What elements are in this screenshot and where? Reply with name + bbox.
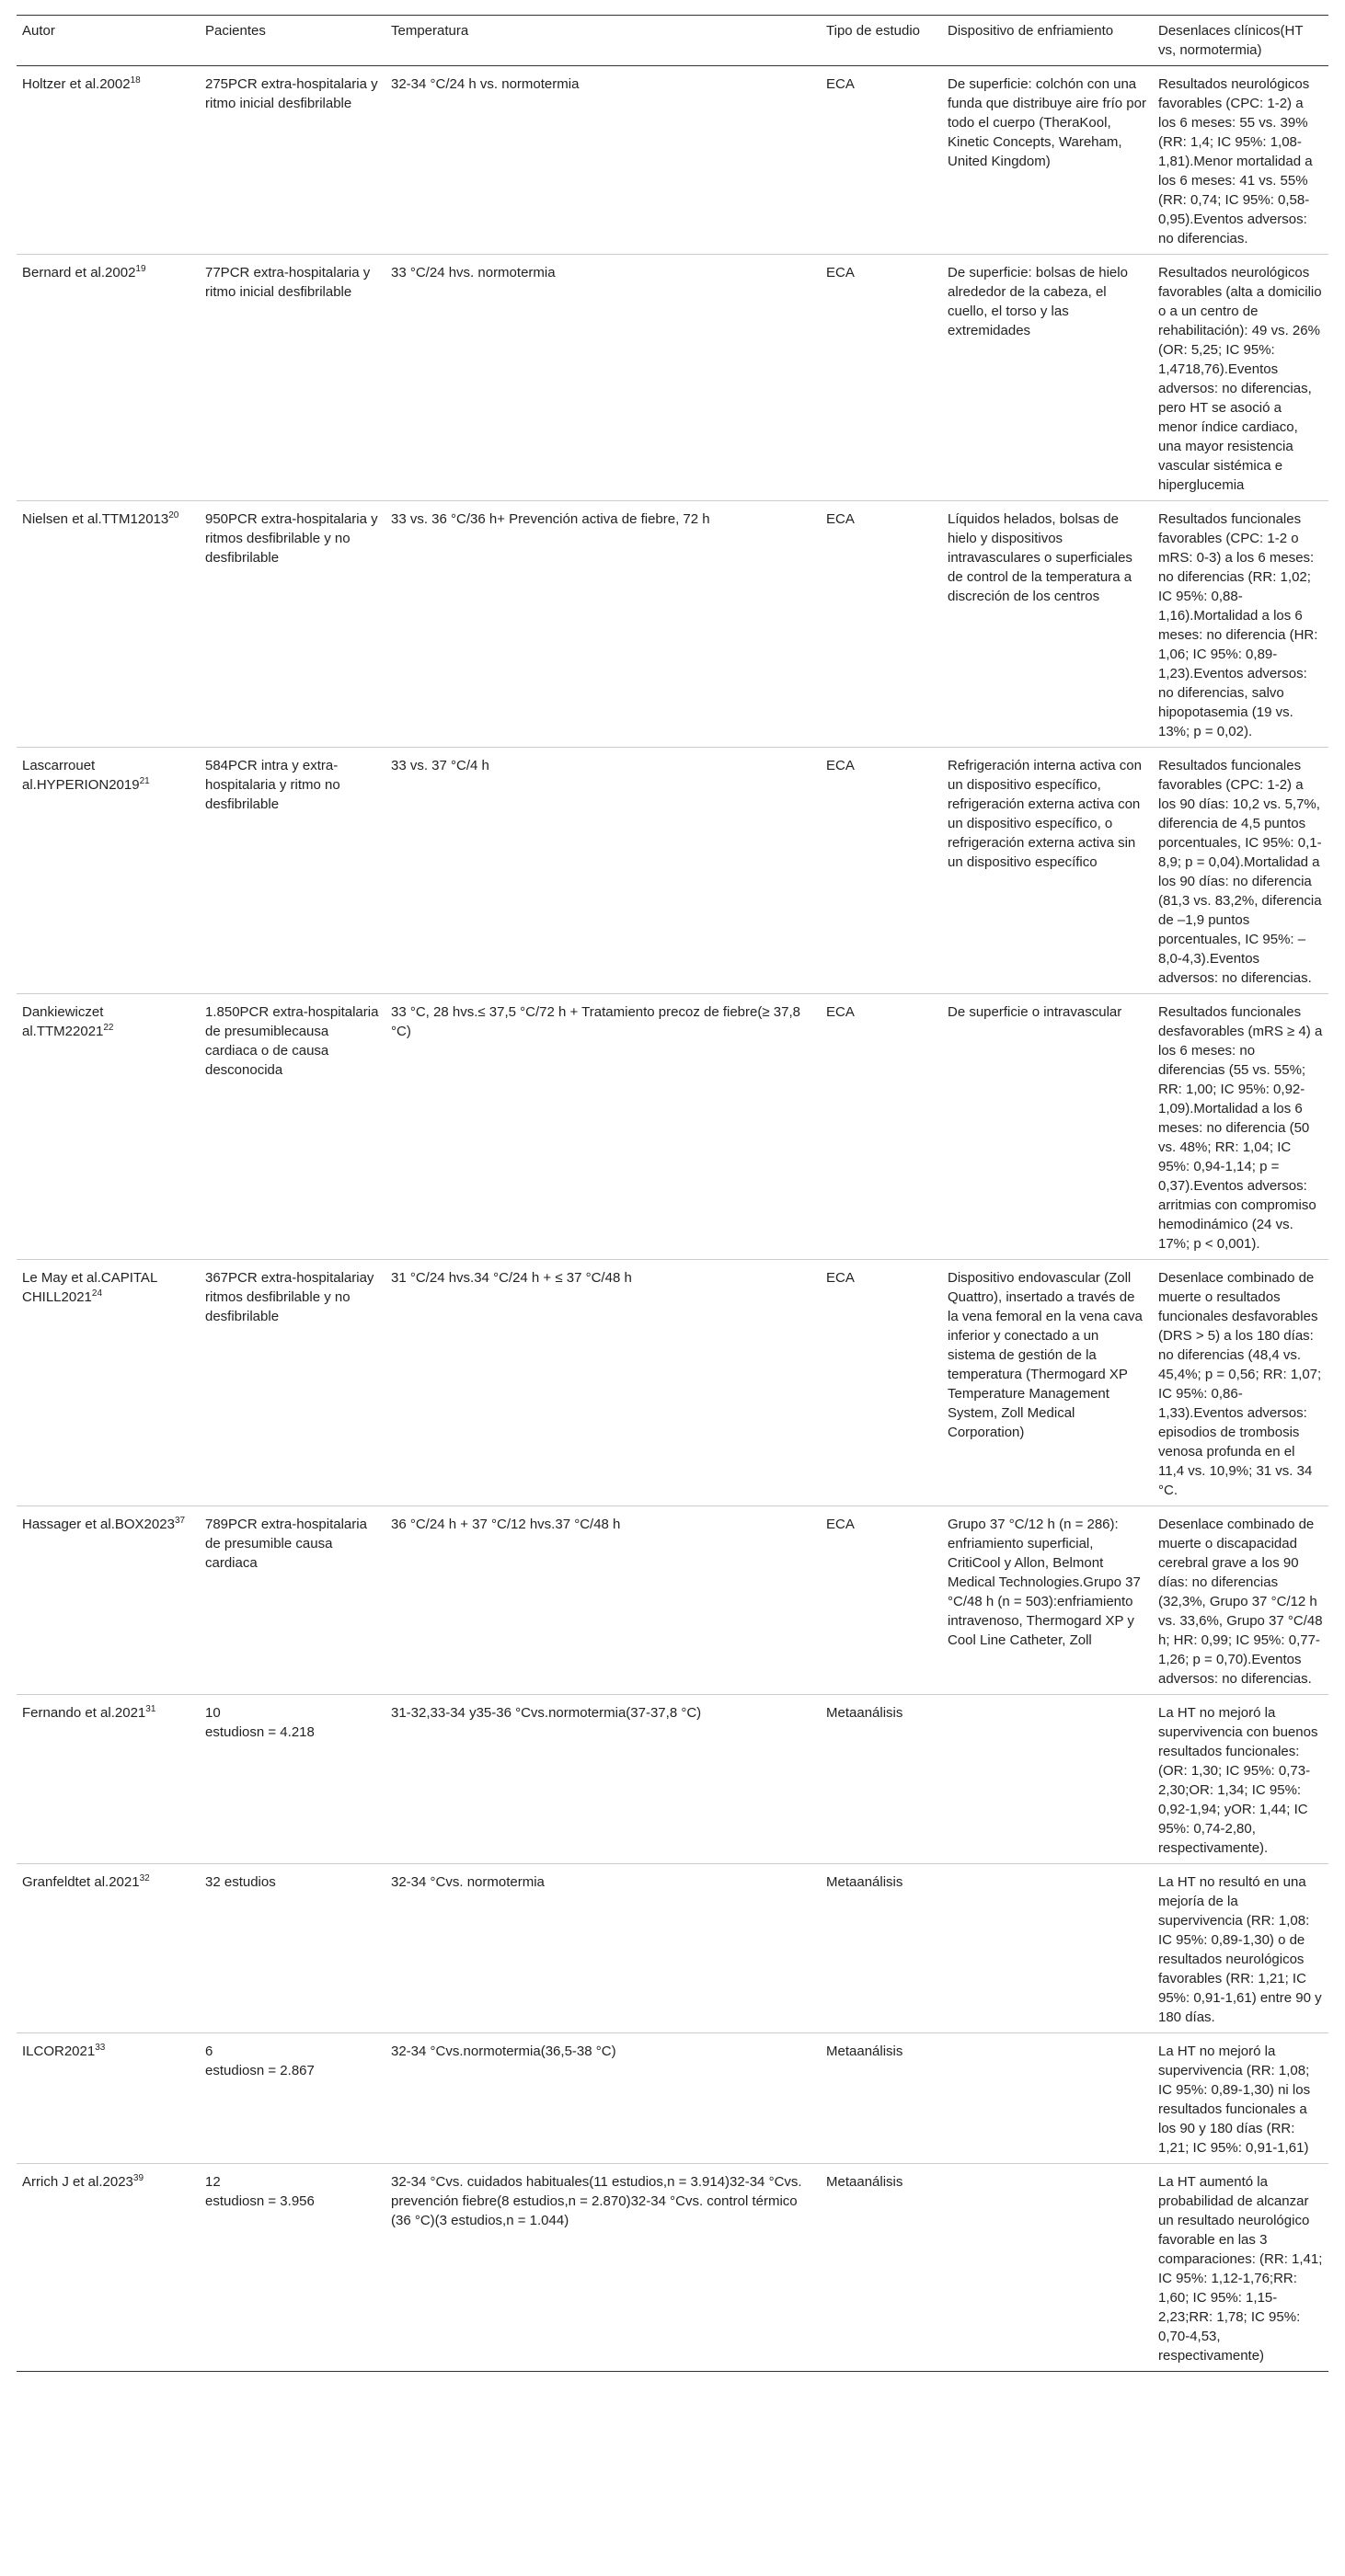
- cell-author: [17, 2033, 200, 2164]
- cell-author: [17, 1864, 200, 2033]
- author-name: Fernando et al.2021: [22, 1705, 146, 1721]
- cell-cooling-device: Refrigeración interna activa con un dispositivo específico, refrigeración externa activa con un dispositivo específico, o refrigeración externa activa sin un dispositivo específico: [948, 758, 1142, 870]
- author-name: Bernard et al.2002: [22, 265, 136, 280]
- table-row: [17, 501, 1328, 748]
- cell-author: [17, 994, 200, 1260]
- table-row: [17, 66, 1328, 255]
- cell-temperature: 36 °C/24 h + 37 °C/12 hvs.37 °C/48 h: [391, 1517, 621, 1532]
- cell-temperature: 32-34 °C/24 h vs. normotermia: [391, 76, 580, 92]
- table-row: [17, 1864, 1328, 2033]
- cell-cooling-device: [942, 2164, 1153, 2372]
- cell-author: [17, 748, 200, 994]
- cell-temperature: 31 °C/24 hvs.34 °C/24 h + ≤ 37 °C/48 h: [391, 1270, 632, 1286]
- reference-number: 32: [139, 1873, 150, 1883]
- reference-number: 21: [139, 776, 150, 786]
- cell-study-type: ECA: [826, 1270, 855, 1286]
- table-row: [17, 255, 1328, 501]
- reference-number: 31: [145, 1704, 156, 1714]
- reference-number: 22: [103, 1023, 114, 1033]
- cell-temperature: 33 °C/24 hvs. normotermia: [391, 265, 556, 280]
- author-name: Lascarrouet al.HYPERION2019: [22, 758, 140, 793]
- header-clinical-outcomes: Desenlaces clínicos(HT vs, normotermia): [1158, 23, 1304, 58]
- cell-patients: 367PCR extra-hospitalariay ritmos desfibrilable y no desfibrilable: [205, 1270, 374, 1324]
- table-row: [17, 748, 1328, 994]
- table-body: [17, 66, 1328, 2372]
- cell-cooling-device: Líquidos helados, bolsas de hielo y dispositivos intravasculares o superficiales de control de la temperatura a discreción de los centros: [948, 511, 1132, 604]
- cell-patients: 1.850PCR extra-hospitalaria de presumiblecausa cardiaca o de causa desconocida: [205, 1004, 379, 1078]
- table-header-row: [17, 16, 1328, 66]
- reference-number: 19: [135, 264, 146, 274]
- author-name: Nielsen et al.TTM12013: [22, 511, 169, 527]
- cell-author: [17, 255, 200, 501]
- cell-study-type: ECA: [826, 1517, 855, 1532]
- cell-patients: 584PCR intra y extra-hospitalaria y ritmo no desfibrilable: [205, 758, 340, 812]
- reference-number: 37: [174, 1516, 186, 1526]
- header-author: Autor: [22, 23, 55, 39]
- table-row: [17, 1260, 1328, 1506]
- cell-patients: 275PCR extra-hospitalaria y ritmo inicial desfibrilable: [205, 76, 378, 111]
- cell-clinical-outcomes: La HT no resultó en una mejoría de la supervivencia (RR: 1,08: IC 95%: 0,89-1,30) o de resultados neurológicos favorables (RR: 1,21; IC 95%: 0,91-1,61) entre 90 y 180 días.: [1158, 1874, 1322, 2025]
- cell-study-type: ECA: [826, 758, 855, 773]
- cell-cooling-device: De superficie o intravascular: [948, 1004, 1122, 1020]
- cell-temperature: 33 °C, 28 hvs.≤ 37,5 °C/72 h + Tratamiento precoz de fiebre(≥ 37,8 °C): [391, 1004, 800, 1039]
- author-name: Arrich J et al.2023: [22, 2174, 133, 2190]
- table-row: [17, 2033, 1328, 2164]
- cell-clinical-outcomes: Resultados funcionales desfavorables (mRS ≥ 4) a los 6 meses: no diferencias (55 vs. 55%; RR: 1,00; IC 95%: 0,92-1,09).Mortalidad a los 6 meses: no diferencia (50 vs. 48%; RR: 1,04; IC 95%: 0,94-1,14; p = 0,37).Eventos adversos: arritmias con compromiso hemodinámico (24 vs. 17%; p < 0,001).: [1158, 1004, 1323, 1252]
- cell-cooling-device: De superficie: bolsas de hielo alrededor de la cabeza, el cuello, el torso y las extremidades: [948, 265, 1128, 338]
- author-name: Granfeldtet al.2021: [22, 1874, 140, 1890]
- cell-temperature: 33 vs. 37 °C/4 h: [391, 758, 489, 773]
- cell-clinical-outcomes: La HT aumentó la probabilidad de alcanzar un resultado neurológico favorable en las 3 comparaciones: (RR: 1,41; IC 95%: 1,12-1,76;RR: 1,60; IC 95%: 1,15-2,23;RR: 1,78; IC 95%: 0,70-4,53, respectivamente): [1158, 2174, 1323, 2364]
- cell-clinical-outcomes: Desenlace combinado de muerte o resultados funcionales desfavorables (DRS > 5) a los 180 días: no diferencias (48,4 vs. 45,4%; p = 0,56; RR: 1,07; IC 95%: 0,86-1,33).Eventos adversos: episodios de trombosis venosa profunda en el 11,4 vs. 10,9%; 31 vs. 34 °C.: [1158, 1270, 1322, 1498]
- reference-number: 33: [95, 2043, 106, 2053]
- cell-temperature: 33 vs. 36 °C/36 h+ Prevención activa de fiebre, 72 h: [391, 511, 710, 527]
- cell-patients: 950PCR extra-hospitalaria y ritmos desfibrilable y no desfibrilable: [205, 511, 378, 566]
- author-name: Le May et al.CAPITAL CHILL2021: [22, 1270, 157, 1305]
- cell-author: [17, 1260, 200, 1506]
- cell-clinical-outcomes: Resultados funcionales favorables (CPC: 1-2 o mRS: 0-3) a los 6 meses: no diferencias (RR: 1,02; IC 95%: 0,88-1,16).Mortalidad a los 6 meses: no diferencia (HR: 1,06; IC 95%: 0,89-1,23).Eventos adversos: no diferencias, salvo hipopotasemia (19 vs. 13%; p = 0,02).: [1158, 511, 1318, 739]
- cell-clinical-outcomes: Desenlace combinado de muerte o discapacidad cerebral grave a los 90 días: no diferencias (32,3%, Grupo 37 °C/12 h vs. 33,6%, Grupo 37 °C/48 h; HR: 0,99; IC 95%: 0,77-1,26; p = 0,70).Eventos adversos: no diferencias.: [1158, 1517, 1323, 1687]
- cell-study-type: Metaanálisis: [826, 2174, 903, 2190]
- reference-number: 18: [130, 75, 141, 86]
- clinical-trials-table: [17, 15, 1328, 2372]
- table-row: [17, 994, 1328, 1260]
- table-row: [17, 2164, 1328, 2372]
- cell-clinical-outcomes: La HT no mejoró la supervivencia con buenos resultados funcionales:(OR: 1,30; IC 95%: 0,73-2,30;OR: 1,34; IC 95%: 0,92-1,94; yOR: 1,44; IC 95%: 0,74-2,80, respectivamente).: [1158, 1705, 1318, 1856]
- header-cooling-device: Dispositivo de enfriamiento: [948, 23, 1114, 39]
- author-name: ILCOR2021: [22, 2044, 96, 2059]
- cell-temperature: 32-34 °Cvs. normotermia: [391, 1874, 545, 1890]
- cell-patients: 10 estudiosn = 4.218: [205, 1705, 315, 1740]
- cell-temperature: 32-34 °Cvs. cuidados habituales(11 estudios,n = 3.914)32-34 °Cvs. prevención fiebre(8 estudios,n = 2.870)32-34 °Cvs. control térmico (36 °C)(3 estudios,n = 1.044): [391, 2174, 802, 2228]
- cell-study-type: Metaanálisis: [826, 1705, 903, 1721]
- cell-study-type: ECA: [826, 511, 855, 527]
- cell-author: [17, 2164, 200, 2372]
- reference-number: 20: [168, 510, 179, 521]
- cell-author: [17, 1695, 200, 1864]
- header-temperature: Temperatura: [391, 23, 469, 39]
- cell-study-type: ECA: [826, 1004, 855, 1020]
- cell-author: [17, 1506, 200, 1695]
- table-row: [17, 1506, 1328, 1695]
- cell-author: [17, 501, 200, 748]
- cell-temperature: 31-32,33-34 y35-36 °Cvs.normotermia(37-37,8 °C): [391, 1705, 702, 1721]
- cell-patients: 6 estudiosn = 2.867: [205, 2044, 315, 2078]
- author-name: Holtzer et al.2002: [22, 76, 131, 92]
- cell-study-type: ECA: [826, 265, 855, 280]
- table-row: [17, 1695, 1328, 1864]
- cell-author: [17, 66, 200, 255]
- cell-clinical-outcomes: Resultados funcionales favorables (CPC: 1-2) a los 90 días: 10,2 vs. 5,7%, diferencia de 4,5 puntos porcentuales, IC 95%: 0,1-8,9; p = 0,04).Mortalidad a los 90 días: no diferencia (81,3 vs. 83,2%, diferencia de –1,9 puntos porcentuales, IC 95%: –8,0-4,3).Eventos adversos: no diferencias.: [1158, 758, 1322, 986]
- reference-number: 39: [132, 2173, 144, 2183]
- cell-cooling-device: Grupo 37 °C/12 h (n = 286): enfriamiento superficial, CritiCool y Allon, Belmont Medical Technologies.Grupo 37 °C/48 h (n = 503):enfriamiento intravenoso, Thermogard XP y Cool Line Catheter, Zoll: [948, 1517, 1141, 1648]
- cell-patients: 32 estudios: [205, 1874, 276, 1890]
- cell-study-type: Metaanálisis: [826, 2044, 903, 2059]
- cell-cooling-device: Dispositivo endovascular (Zoll Quattro), insertado a través de la vena femoral en la vena cava inferior y conectado a un sistema de gestión de la temperatura (Thermogard XP Temperature Management System, Zoll Medical Corporation): [948, 1270, 1143, 1440]
- cell-temperature: 32-34 °Cvs.normotermia(36,5-38 °C): [391, 2044, 616, 2059]
- cell-study-type: Metaanálisis: [826, 1874, 903, 1890]
- cell-patients: 789PCR extra-hospitalaria de presumible causa cardiaca: [205, 1517, 367, 1571]
- cell-clinical-outcomes: Resultados neurológicos favorables (CPC: 1-2) a los 6 meses: 55 vs. 39% (RR: 1,4; IC 95%: 1,08-1,81).Menor mortalidad a los 6 meses: 41 vs. 55%(RR: 0,74; IC 95%: 0,58-0,95).Eventos adversos: no diferencias.: [1158, 76, 1313, 246]
- cell-cooling-device: De superficie: colchón con una funda que distribuye aire frío por todo el cuerpo (TheraKool, Kinetic Concepts, Wareham, United Kingdom): [948, 76, 1146, 169]
- reference-number: 24: [91, 1288, 103, 1299]
- cell-cooling-device: [942, 2033, 1153, 2164]
- author-name: Hassager et al.BOX2023: [22, 1517, 175, 1532]
- cell-patients: 77PCR extra-hospitalaria y ritmo inicial desfibrilable: [205, 265, 371, 300]
- cell-clinical-outcomes: La HT no mejoró la supervivencia (RR: 1,08; IC 95%: 0,89-1,30) ni los resultados funcionales a los 90 y 180 días (RR: 1,21; IC 95%: 0,91-1,61): [1158, 2044, 1311, 2156]
- cell-clinical-outcomes: Resultados neurológicos favorables (alta a domicilio o a un centro de rehabilitación): 49 vs. 26% (OR: 5,25; IC 95%: 1,4718,76).Eventos adversos: no diferencias, pero HT se asoció a menor índice cardiaco, una mayor resistencia vascular sistémica e hiperglucemia: [1158, 265, 1322, 493]
- cell-study-type: ECA: [826, 76, 855, 92]
- cell-cooling-device: [942, 1695, 1153, 1864]
- cell-patients: 12 estudiosn = 3.956: [205, 2174, 315, 2209]
- header-study-type: Tipo de estudio: [826, 23, 921, 39]
- cell-cooling-device: [942, 1864, 1153, 2033]
- header-patients: Pacientes: [205, 23, 266, 39]
- author-name: Dankiewiczet al.TTM22021: [22, 1004, 104, 1039]
